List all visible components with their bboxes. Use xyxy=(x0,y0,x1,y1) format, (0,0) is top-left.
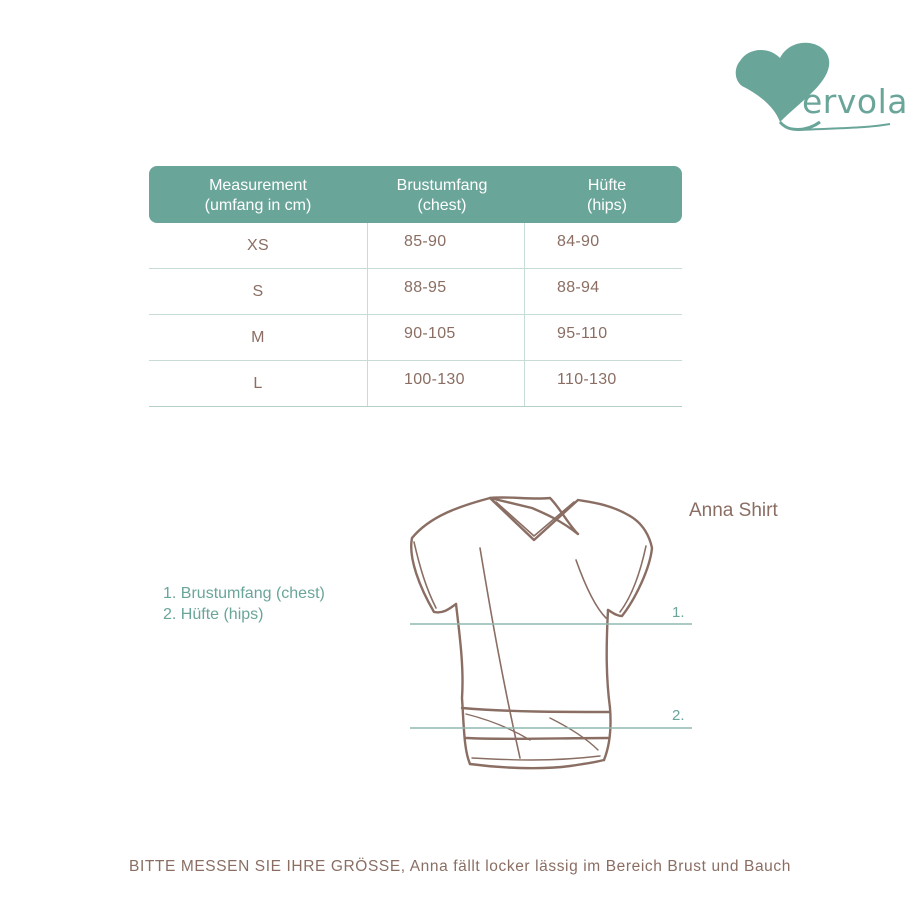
header-chest: Brustumfang (chest) xyxy=(396,177,488,214)
chest-cell: 85-90 xyxy=(404,233,447,250)
legend-item-hips: 2. Hüfte (hips) xyxy=(163,606,264,623)
table-row xyxy=(149,315,682,361)
legend-item-chest: 1. Brustumfang (chest) xyxy=(163,585,325,602)
table-header xyxy=(149,166,682,223)
brand-name: ervola xyxy=(802,82,908,121)
header-measurement: Measurement (umfang in cm) xyxy=(204,177,312,214)
table-row xyxy=(149,269,682,315)
hips-cell: 110-130 xyxy=(557,371,617,388)
chest-cell: 100-130 xyxy=(404,371,465,388)
table-row xyxy=(149,223,682,269)
table-body xyxy=(149,223,682,407)
header-hips: Hüfte (hips) xyxy=(586,177,627,214)
shirt-illustration xyxy=(400,488,700,778)
shirt-title: Anna Shirt xyxy=(689,500,778,521)
hips-cell: 88-94 xyxy=(557,279,600,296)
hips-cell: 84-90 xyxy=(557,233,600,250)
chest-cell: 90-105 xyxy=(404,325,456,342)
size-table xyxy=(149,166,682,407)
measurement-legend xyxy=(163,583,325,625)
brand-logo xyxy=(728,36,908,136)
table-row xyxy=(149,361,682,407)
hips-cell: 95-110 xyxy=(557,325,608,342)
footer-note: BITTE MESSEN SIE IHRE GRÖSSE, Anna fällt locker lässig im Bereich Brust und Bauch xyxy=(129,858,791,875)
size-cell: XS xyxy=(247,237,269,254)
size-cell: M xyxy=(251,329,265,346)
size-cell: L xyxy=(253,375,263,392)
chest-line-label: 1. xyxy=(672,604,685,621)
chest-cell: 88-95 xyxy=(404,279,447,296)
hips-line-label: 2. xyxy=(672,707,685,724)
size-cell: S xyxy=(252,283,264,300)
